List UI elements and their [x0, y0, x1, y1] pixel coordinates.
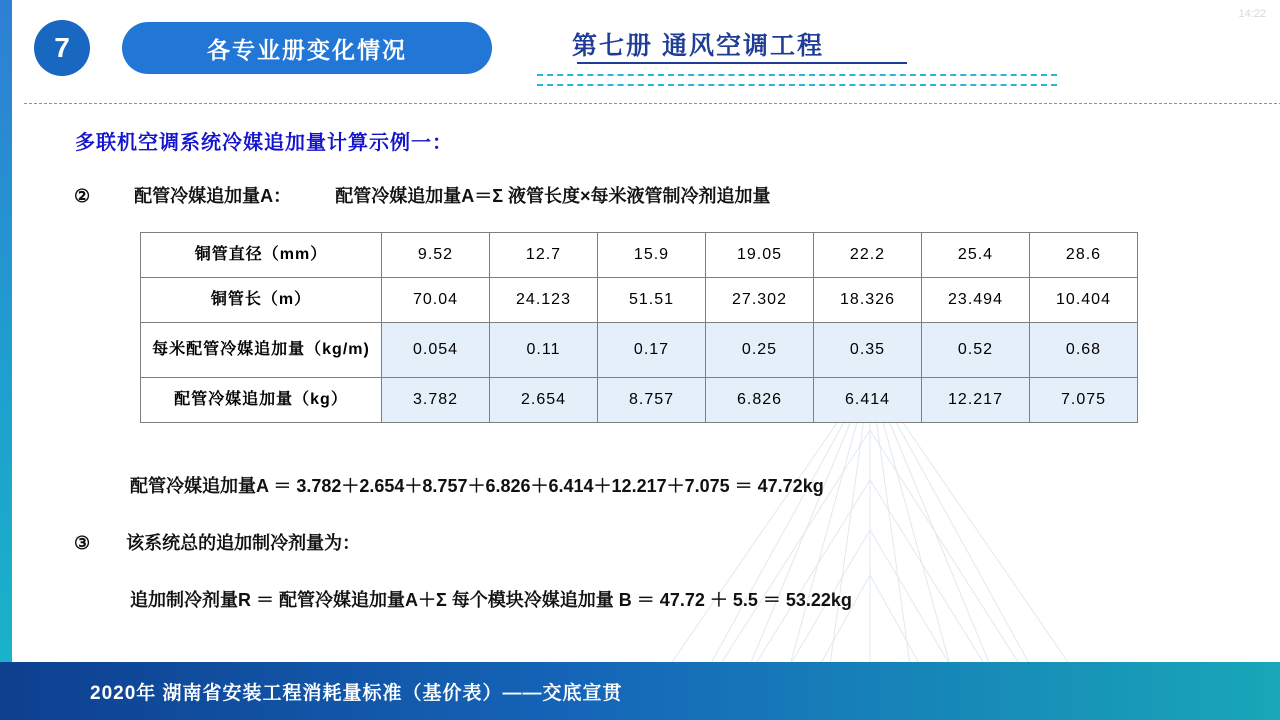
header-dash-line-lower	[537, 84, 1057, 86]
slide-header	[12, 0, 1280, 104]
cell: 25.4	[922, 233, 1030, 278]
item-2-line	[74, 182, 771, 208]
item-3-marker: ③	[74, 533, 91, 553]
cell: 23.494	[922, 278, 1030, 323]
cell: 27.302	[706, 278, 814, 323]
cell: 6.826	[706, 378, 814, 423]
cell: 19.05	[706, 233, 814, 278]
item-3-line	[74, 529, 360, 555]
formula-total-a: 配管冷媒追加量A ＝ 3.782＋2.654＋8.757＋6.826＋6.414＋12.217＋7.075 ＝ 47.72kg	[130, 476, 824, 496]
cell: 12.217	[922, 378, 1030, 423]
chapter-underline	[577, 62, 907, 64]
slide-footer	[0, 662, 1280, 720]
cell: 3.782	[382, 378, 490, 423]
cell: 18.326	[814, 278, 922, 323]
content-subtitle: 多联机空调系统冷媒追加量计算示例一：	[75, 132, 453, 154]
formula-total-r: 追加制冷剂量R ＝ 配管冷媒追加量A＋Σ 每个模块冷媒追加量 B ＝ 47.72 ＋ 5.5 ＝ 53.22kg	[130, 590, 852, 610]
cell: 2.654	[490, 378, 598, 423]
section-number-badge: 7	[34, 20, 90, 76]
cell: 70.04	[382, 278, 490, 323]
cell: 0.35	[814, 323, 922, 378]
cell: 51.51	[598, 278, 706, 323]
cell: 10.404	[1030, 278, 1138, 323]
item-2-marker: ②	[74, 186, 91, 206]
cell: 22.2	[814, 233, 922, 278]
table-row	[141, 278, 1138, 323]
cell: 0.25	[706, 323, 814, 378]
header-dash-line-upper	[537, 74, 1057, 76]
cell: 0.52	[922, 323, 1030, 378]
cell: 9.52	[382, 233, 490, 278]
slide-content	[12, 104, 1280, 664]
item-2-formula: 配管冷媒追加量A＝Σ 液管长度×每米液管制冷剂追加量	[335, 186, 771, 206]
footer-text: 2020年 湖南省安装工程消耗量标准（基价表）——交底宣贯	[90, 683, 623, 704]
table-row	[141, 233, 1138, 278]
cell: 0.054	[382, 323, 490, 378]
cell: 0.17	[598, 323, 706, 378]
section-title-pill: 各专业册变化情况	[122, 22, 492, 74]
cell: 8.757	[598, 378, 706, 423]
row-header-total: 配管冷媒追加量（kg）	[141, 378, 382, 423]
table-row	[141, 378, 1138, 423]
page-title: 第七册 通风空调工程	[572, 32, 824, 60]
cell: 15.9	[598, 233, 706, 278]
refrigerant-table	[140, 232, 1138, 423]
left-accent-bar	[0, 0, 12, 720]
row-header-per-meter: 每米配管冷媒追加量（kg/m)	[141, 323, 382, 378]
item-3-label: 该系统总的追加制冷剂量为：	[126, 533, 361, 553]
cell: 24.123	[490, 278, 598, 323]
cell: 7.075	[1030, 378, 1138, 423]
cell: 6.414	[814, 378, 922, 423]
cell: 0.11	[490, 323, 598, 378]
timestamp: 14:22	[1238, 8, 1266, 20]
row-header-length: 铜管长（m）	[141, 278, 382, 323]
cell: 0.68	[1030, 323, 1138, 378]
data-table-wrapper	[140, 232, 1138, 423]
row-header-diameter: 铜管直径（mm）	[141, 233, 382, 278]
table-row	[141, 323, 1138, 378]
cell: 12.7	[490, 233, 598, 278]
item-2-label: 配管冷媒追加量A：	[134, 186, 292, 206]
cell: 28.6	[1030, 233, 1138, 278]
